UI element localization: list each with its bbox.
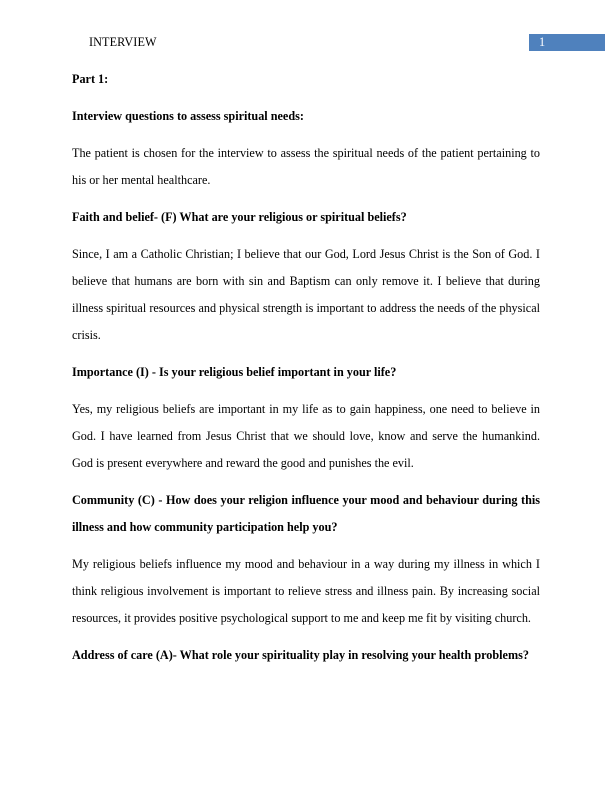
page-number-box xyxy=(529,34,605,51)
answer-community: My religious beliefs influence my mood and behaviour in a way during my illness in which I think religious involvement is important to relieve stress and illness pain. By increasing social resources, it provides positive psychological support to me and keep me fit by visiting church. xyxy=(72,557,540,625)
section-title: Interview questions to assess spiritual needs: xyxy=(72,109,304,123)
intro-paragraph: The patient is chosen for the interview to assess the spiritual needs of the patient pertaining to his or her mental healthcare. xyxy=(72,146,540,187)
page-header xyxy=(0,0,612,60)
question-faith: Faith and belief- (F) What are your religious or spiritual beliefs? xyxy=(72,210,407,224)
answer-importance: Yes, my religious beliefs are important in my life as to gain happiness, one need to believe in God. I have learned from Jesus Christ that we should love, know and serve the humankind. God is present everywhere and reward the good and punishes the evil. xyxy=(72,402,540,470)
page-number: 1 xyxy=(539,35,546,49)
answer-faith: Since, I am a Catholic Christian; I believe that our God, Lord Jesus Christ is the Son of God. I believe that humans are born with sin and Baptism can only remove it. I believe that during illness spiritual resources and physical strength is important to address the needs of the physical crisis. xyxy=(72,247,540,342)
question-community: Community (C) - How does your religion influence your mood and behaviour during this illness and how community participation help you? xyxy=(72,493,540,534)
question-importance: Importance (I) - Is your religious belief important in your life? xyxy=(72,365,397,379)
part-title: Part 1: xyxy=(72,72,109,86)
question-address-of-care: Address of care (A)- What role your spirituality play in resolving your health problems? xyxy=(72,648,529,662)
document-body xyxy=(72,66,540,679)
running-head: INTERVIEW xyxy=(89,35,157,49)
